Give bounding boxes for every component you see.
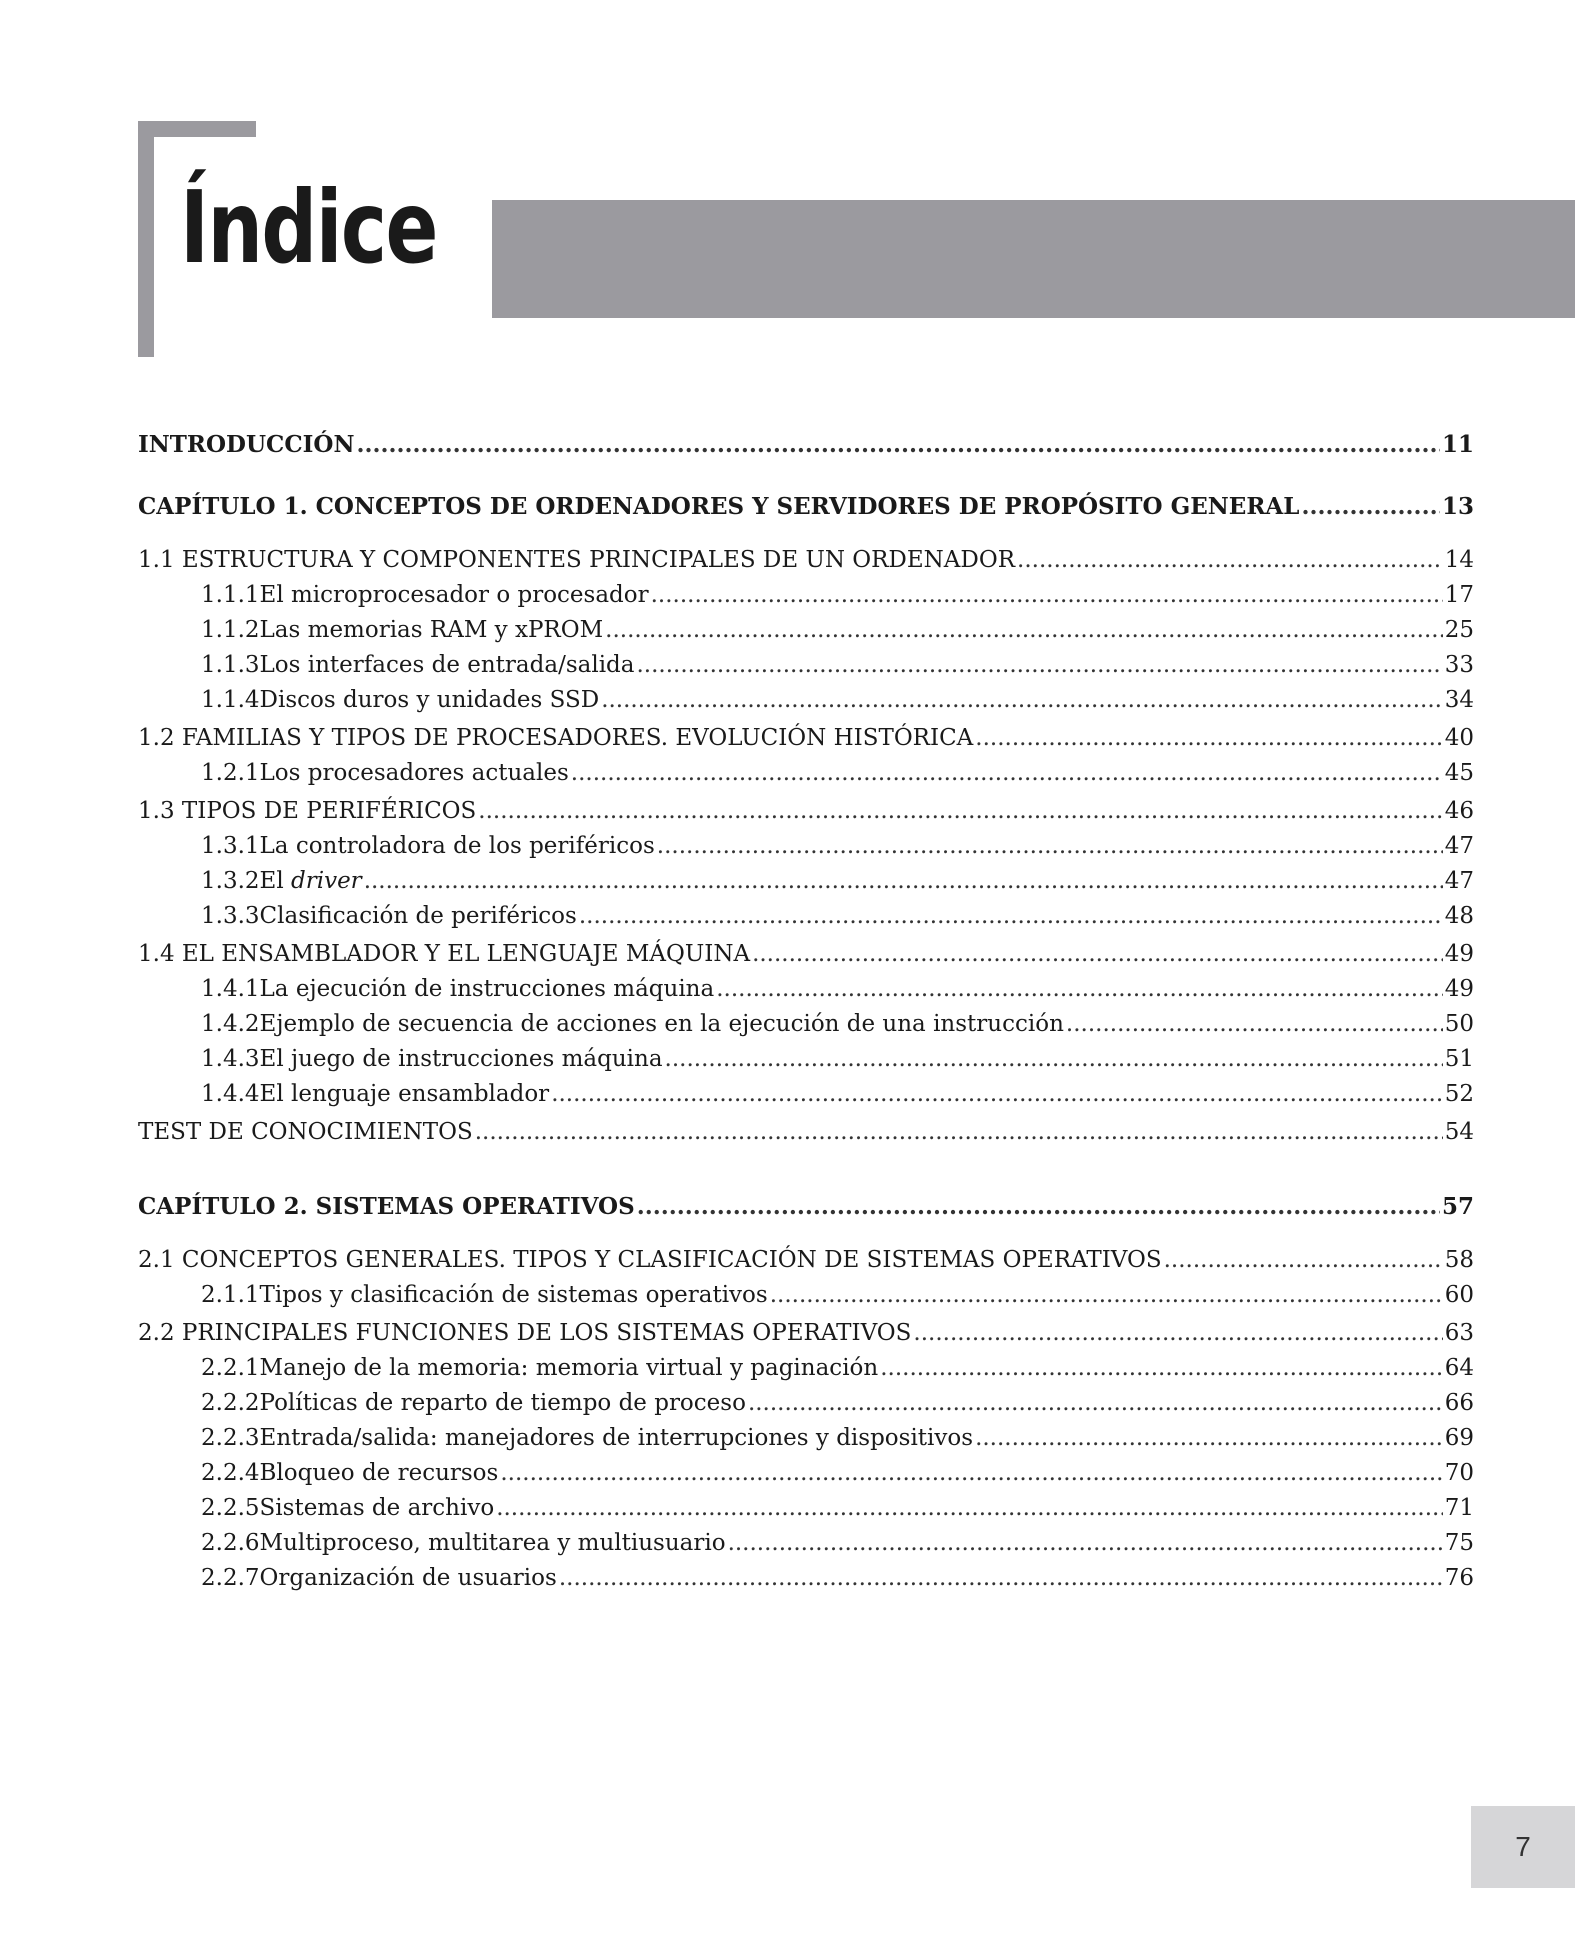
toc-entry-section-1-1[interactable] [138, 545, 1474, 575]
toc-entry-label: TEST DE CONOCIMIENTOS [138, 1119, 473, 1145]
toc-leader [559, 1563, 1443, 1593]
toc-leader [356, 430, 1440, 460]
toc-entry-chapter-2[interactable] [138, 1192, 1474, 1222]
toc-entry-number: 1.1.3 [201, 652, 260, 678]
toc-entry-label: El juego de instrucciones máquina [259, 1046, 663, 1072]
toc-entry-introduccion[interactable] [138, 430, 1474, 460]
toc-entry-page: 60 [1444, 1282, 1474, 1308]
toc-entry-label: Políticas de reparto de tiempo de proceso [259, 1390, 746, 1416]
toc-entry-number: 2.2.6 [201, 1530, 260, 1556]
toc-leader [1066, 1009, 1443, 1039]
toc-entry-page: 11 [1441, 431, 1474, 458]
toc-leader [496, 1493, 1443, 1523]
toc-leader [605, 615, 1443, 645]
toc-leader [770, 1280, 1443, 1310]
title-bracket-horizontal [138, 121, 256, 137]
toc-entry-section-1-1-4[interactable] [201, 685, 1474, 715]
toc-leader [1017, 545, 1443, 575]
toc-entry-label: CAPÍTULO 1. CONCEPTOS DE ORDENADORES Y SERVIDORES DE PROPÓSITO GENERAL [138, 493, 1300, 520]
toc-entry-label: Bloqueo de recursos [259, 1460, 499, 1486]
toc-leader [637, 1192, 1440, 1222]
toc-entry-page: 33 [1444, 652, 1474, 678]
toc-entry-page: 34 [1444, 687, 1474, 713]
toc-entry-label [260, 866, 362, 896]
toc-entry-number: 1.1.1 [201, 582, 260, 608]
toc-entry-page: 47 [1444, 868, 1474, 894]
toc-entry-label: Manejo de la memoria: memoria virtual y paginación [259, 1355, 879, 1381]
toc-entry-section-2-2-1[interactable] [201, 1353, 1474, 1383]
toc-entry-section-2-2-3[interactable] [201, 1423, 1474, 1453]
toc-entry-section-1-3-2[interactable] [201, 866, 1474, 896]
toc-entry-page: 48 [1444, 903, 1474, 929]
toc-entry-number: 2.2.2 [201, 1390, 260, 1416]
toc-entry-page: 63 [1444, 1320, 1474, 1346]
toc-entry-label: CAPÍTULO 2. SISTEMAS OPERATIVOS [138, 1193, 635, 1220]
toc-entry-number: 1.4.1 [201, 976, 260, 1002]
toc-entry-page: 51 [1444, 1046, 1474, 1072]
toc-entry-page: 47 [1444, 833, 1474, 859]
toc-leader [913, 1318, 1442, 1348]
toc-entry-section-1-3[interactable] [138, 796, 1474, 826]
toc-entry-section-1-4-4[interactable] [201, 1079, 1474, 1109]
toc-entry-section-1-1-1[interactable] [201, 580, 1474, 610]
toc-entry-section-2-2-4[interactable] [201, 1458, 1474, 1488]
toc-entry-page: 69 [1444, 1425, 1474, 1451]
toc-entry-number: 1.3.3 [201, 903, 260, 929]
toc-entry-label: El microprocesador o procesador [259, 582, 649, 608]
toc-entry-label: Sistemas de archivo [259, 1495, 495, 1521]
toc-entry-page: 52 [1444, 1081, 1474, 1107]
title-bracket-vertical [138, 121, 154, 357]
toc-entry-page: 66 [1444, 1390, 1474, 1416]
toc-entry-section-1-3-1[interactable] [201, 831, 1474, 861]
toc-entry-label: Tipos y clasificación de sistemas operativos [259, 1282, 768, 1308]
toc-entry-page: 40 [1444, 725, 1474, 751]
toc-leader [716, 974, 1443, 1004]
toc-entry-label: Organización de usuarios [259, 1565, 557, 1591]
toc-leader [651, 580, 1443, 610]
toc-leader [748, 1388, 1443, 1418]
toc-entry-number: 1.3.1 [201, 833, 260, 859]
toc-entry-page: 58 [1444, 1247, 1474, 1273]
toc-entry-number: 2.2.5 [201, 1495, 260, 1521]
toc-entry-label: La ejecución de instrucciones máquina [259, 976, 715, 1002]
toc-entry-page: 64 [1444, 1355, 1474, 1381]
toc-entry-label: Multiproceso, multitarea y multiusuario [259, 1530, 726, 1556]
toc-entry-label: Clasificación de periféricos [259, 903, 577, 929]
toc-entry-number: 1.1.2 [201, 617, 260, 643]
toc-entry-label: Los interfaces de entrada/salida [259, 652, 635, 678]
toc-entry-page: 25 [1444, 617, 1474, 643]
toc-leader [1301, 492, 1440, 522]
toc-entry-page: 75 [1444, 1530, 1474, 1556]
toc-entry-page: 13 [1441, 493, 1474, 520]
toc-leader [579, 901, 1443, 931]
toc-entry-section-1-1-3[interactable] [201, 650, 1474, 680]
toc-entry-page: 50 [1444, 1011, 1474, 1037]
toc-entry-number: 1.4.2 [201, 1011, 260, 1037]
toc-entry-test-chapter-1[interactable] [138, 1117, 1474, 1147]
toc-entry-label: La controladora de los periféricos [259, 833, 655, 859]
toc-leader [975, 1423, 1443, 1453]
toc-leader [657, 831, 1443, 861]
toc-entry-label: Entrada/salida: manejadores de interrupciones y dispositivos [259, 1425, 974, 1451]
toc-leader [752, 939, 1443, 969]
toc-entry-number: 1.3.2 [201, 868, 260, 894]
page-title: Índice [180, 169, 437, 286]
toc-leader [551, 1079, 1443, 1109]
toc-leader [636, 650, 1442, 680]
toc-entry-number: 2.2.7 [201, 1565, 260, 1591]
toc-entry-label-prefix: El [259, 868, 284, 894]
toc-entry-number: 2.2.3 [201, 1425, 260, 1451]
page-number-box [1471, 1806, 1575, 1888]
toc-entry-section-2-1-1[interactable] [201, 1280, 1474, 1310]
toc-leader [475, 1117, 1443, 1147]
toc-entry-number: 1.1.4 [201, 687, 260, 713]
toc-leader [364, 866, 1443, 896]
toc-entry-section-1-3-3[interactable] [201, 901, 1474, 931]
title-decoration-bar [492, 200, 1575, 318]
toc-entry-number: 2.2.1 [201, 1355, 260, 1381]
toc-entry-page: 54 [1444, 1119, 1474, 1145]
toc-leader [665, 1044, 1443, 1074]
toc-leader [880, 1353, 1443, 1383]
toc-entry-label: Ejemplo de secuencia de acciones en la ejecución de una instrucción [259, 1011, 1064, 1037]
toc-entry-label: 1.1 ESTRUCTURA Y COMPONENTES PRINCIPALES DE UN ORDENADOR [138, 547, 1016, 573]
toc-entry-section-1-2-1[interactable] [201, 758, 1474, 788]
toc-entry-page: 14 [1444, 547, 1474, 573]
toc-entry-page: 45 [1444, 760, 1474, 786]
toc-entry-number: 1.4.4 [201, 1081, 260, 1107]
toc-leader [1164, 1245, 1443, 1275]
toc-entry-label: 1.3 TIPOS DE PERIFÉRICOS [138, 798, 477, 824]
toc-entry-label: 2.2 PRINCIPALES FUNCIONES DE LOS SISTEMAS OPERATIVOS [138, 1320, 912, 1346]
toc-leader [728, 1528, 1443, 1558]
toc-entry-number: 1.2.1 [201, 760, 260, 786]
toc-entry-section-1-1-2[interactable] [201, 615, 1474, 645]
toc-entry-label: 2.1 CONCEPTOS GENERALES. TIPOS Y CLASIFICACIÓN DE SISTEMAS OPERATIVOS [138, 1247, 1162, 1273]
toc-entry-label: 1.2 FAMILIAS Y TIPOS DE PROCESADORES. EVOLUCIÓN HISTÓRICA [138, 725, 974, 751]
toc-entry-section-1-4-2[interactable] [201, 1009, 1474, 1039]
toc-entry-label: Discos duros y unidades SSD [259, 687, 600, 713]
toc-leader [500, 1458, 1442, 1488]
toc-entry-label: Las memorias RAM y xPROM [259, 617, 604, 643]
toc-entry-number: 2.1.1 [201, 1282, 260, 1308]
toc-entry-section-2-2-7[interactable] [201, 1563, 1474, 1593]
toc-entry-section-2-2-2[interactable] [201, 1388, 1474, 1418]
page-number: 7 [1515, 1831, 1531, 1862]
toc-entry-section-2-2-5[interactable] [201, 1493, 1474, 1523]
toc-leader [478, 796, 1442, 826]
toc-entry-page: 17 [1444, 582, 1474, 608]
toc-entry-section-2-1[interactable] [138, 1245, 1474, 1275]
toc-entry-label: 1.4 EL ENSAMBLADOR Y EL LENGUAJE MÁQUINA [138, 941, 751, 967]
toc-entry-section-1-4-3[interactable] [201, 1044, 1474, 1074]
toc-entry-page: 71 [1444, 1495, 1474, 1521]
toc-entry-page: 70 [1444, 1460, 1474, 1486]
toc-entry-page: 49 [1444, 976, 1474, 1002]
toc-entry-page: 76 [1444, 1565, 1474, 1591]
toc-leader [601, 685, 1443, 715]
toc-entry-label-italic: driver [291, 868, 362, 894]
toc-entry-page: 46 [1444, 798, 1474, 824]
toc-entry-number: 1.4.3 [201, 1046, 260, 1072]
toc-entry-label: El lenguaje ensamblador [259, 1081, 550, 1107]
toc-entry-label: Los procesadores actuales [259, 760, 569, 786]
toc-leader [571, 758, 1443, 788]
toc-leader [975, 723, 1442, 753]
toc-entry-section-1-4-1[interactable] [201, 974, 1474, 1004]
toc-entry-section-2-2[interactable] [138, 1318, 1474, 1348]
toc-entry-number: 2.2.4 [201, 1460, 260, 1486]
toc-entry-section-1-2[interactable] [138, 723, 1474, 753]
toc-entry-section-2-2-6[interactable] [201, 1528, 1474, 1558]
toc-entry-section-1-4[interactable] [138, 939, 1474, 969]
toc-entry-chapter-1[interactable] [138, 492, 1474, 522]
toc-entry-page: 49 [1444, 941, 1474, 967]
toc-entry-label: INTRODUCCIÓN [138, 431, 355, 458]
toc-entry-page: 57 [1441, 1193, 1474, 1220]
